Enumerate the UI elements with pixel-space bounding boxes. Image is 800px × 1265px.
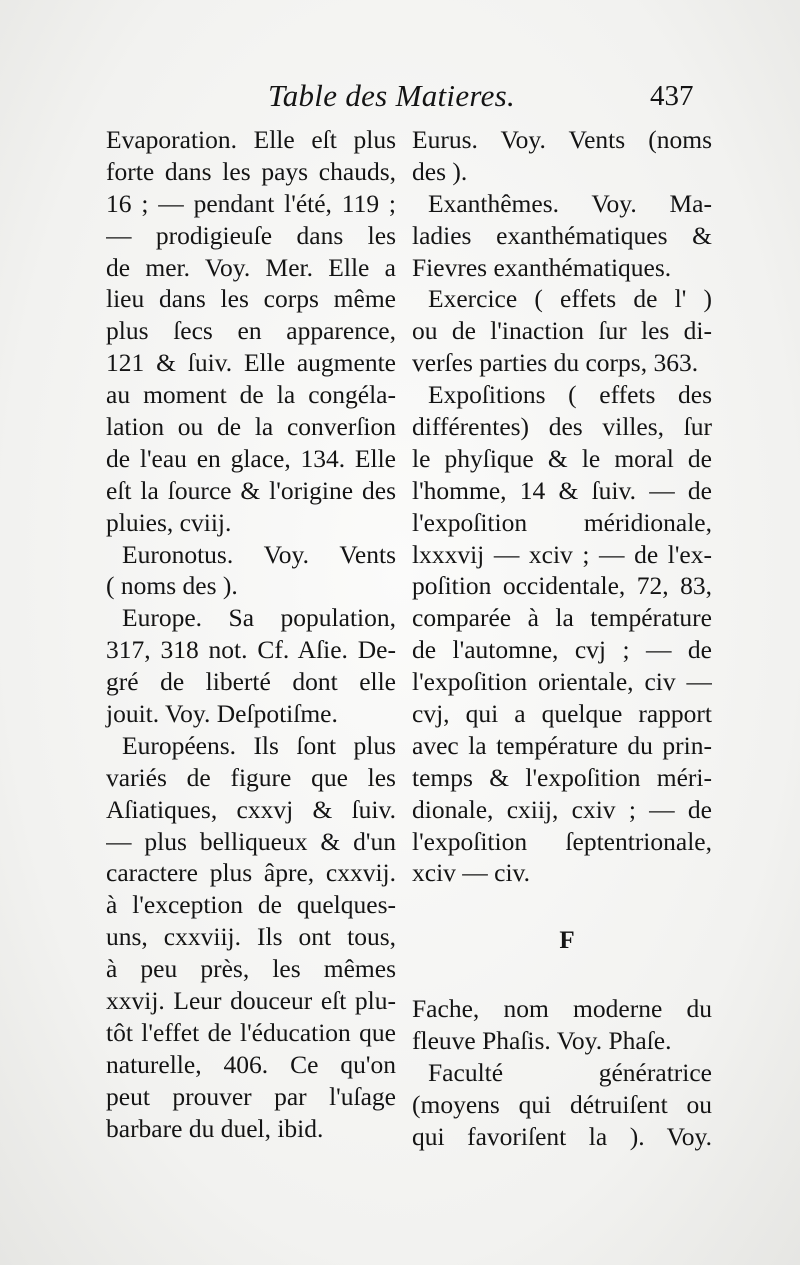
index-line: poſition occidentale, 72, 83,	[412, 571, 712, 601]
index-line: Exanthêmes. Voy. Ma-	[428, 188, 712, 218]
index-line: Expoſitions ( effets des	[428, 380, 712, 410]
index-line: jouit. Voy. Deſpotiſme.	[106, 699, 338, 729]
index-line: gré de liberté dont elle	[106, 667, 396, 697]
index-line: barbare du duel, ibid.	[106, 1113, 324, 1143]
index-line: variés de figure que les	[106, 762, 396, 792]
index-line: de l'eau en glace, 134. Elle	[106, 443, 396, 473]
index-line: — plus belliqueux & d'un	[106, 826, 396, 856]
index-line: ladies exanthématiques &	[412, 220, 712, 250]
index-line: plus ſecs en apparence,	[106, 316, 396, 346]
index-line: l'homme, 14 & ſuiv. — de	[412, 475, 712, 505]
index-line: Aſiatiques, cxxvj & ſuiv.	[106, 794, 396, 824]
index-line: eſt la ſource & l'origine des	[106, 475, 396, 505]
index-line: forte dans les pays chauds,	[106, 156, 396, 186]
index-line: — prodigieuſe dans les	[106, 220, 396, 250]
index-line: l'expoſition ſeptentrionale,	[412, 826, 712, 856]
page-number: 437	[650, 80, 694, 112]
index-line: (moyens qui détruiſent ou	[412, 1089, 712, 1119]
index-line: ou de l'inaction ſur les di-	[412, 316, 712, 346]
index-line: fleuve Phaſis. Voy. Phaſe.	[412, 1026, 672, 1056]
index-line: avec la température du prin-	[412, 730, 712, 760]
section-letter: F	[559, 927, 575, 955]
index-line: Euronotus. Voy. Vents	[122, 539, 396, 569]
index-line: temps & l'expoſition méri-	[412, 762, 712, 792]
index-line: de mer. Voy. Mer. Elle a	[106, 252, 396, 282]
index-line: ( noms des ).	[106, 571, 238, 601]
index-line: lxxxvij — xciv ; — de l'ex-	[412, 539, 712, 569]
index-line: à l'exception de quelques-	[106, 890, 396, 920]
index-line: xciv — civ.	[412, 858, 531, 888]
index-line: Exercice ( effets de l' )	[428, 284, 712, 314]
left-column	[106, 124, 396, 1145]
index-line: de l'automne, cvj ; — de	[412, 635, 712, 665]
index-line: l'expoſition méridionale,	[412, 507, 712, 537]
index-line: Europe. Sa population,	[122, 603, 396, 633]
index-line: des ).	[412, 156, 468, 186]
index-line: lieu dans les corps même	[106, 284, 396, 314]
index-line: lation ou de la converſion	[106, 412, 396, 442]
index-line: verſes parties du corps, 363.	[412, 348, 699, 378]
index-line: qui favoriſent la ). Voy.	[412, 1121, 712, 1151]
index-line: l'expoſition orientale, civ —	[412, 667, 712, 697]
index-line: caractere plus âpre, cxxvij.	[106, 858, 396, 888]
index-line: Fievres exanthématiques.	[412, 252, 672, 282]
index-line: 121 & ſuiv. Elle augmente	[106, 348, 396, 378]
index-line: xxvij. Leur douceur eſt plu-	[106, 986, 396, 1016]
index-line: le phyſique & le moral de	[412, 443, 712, 473]
index-line: peut prouver par l'uſage	[106, 1081, 396, 1111]
index-line: Européens. Ils ſont plus	[122, 730, 396, 760]
index-line: dionale, cxiij, cxiv ; — de	[412, 794, 712, 824]
index-line: tôt l'effet de l'éducation que	[106, 1017, 396, 1047]
index-line: naturelle, 406. Ce qu'on	[106, 1049, 396, 1079]
index-line: Fache, nom moderne du	[412, 994, 712, 1024]
index-line: pluies, cviij.	[106, 507, 232, 537]
index-line: cvj, qui a quelque rapport	[412, 699, 712, 729]
running-header	[0, 78, 800, 118]
index-line: Faculté génératrice	[428, 1057, 712, 1087]
index-line: au moment de la congéla-	[106, 380, 396, 410]
index-line: 317, 318 not. Cf. Aſie. De-	[106, 635, 396, 665]
right-column	[412, 124, 712, 1153]
index-line: Eurus. Voy. Vents (noms	[412, 125, 712, 154]
index-line: Evaporation. Elle eſt plus	[106, 125, 396, 154]
index-line: 16 ; — pendant l'été, 119 ;	[106, 188, 396, 218]
index-line: à peu près, les mêmes	[106, 954, 396, 984]
index-line: uns, cxxviij. Ils ont tous,	[106, 922, 396, 952]
index-line: comparée à la température	[412, 603, 712, 633]
page-title: Table des Matieres.	[268, 78, 516, 113]
index-line: différentes) des villes, ſur	[412, 412, 712, 442]
